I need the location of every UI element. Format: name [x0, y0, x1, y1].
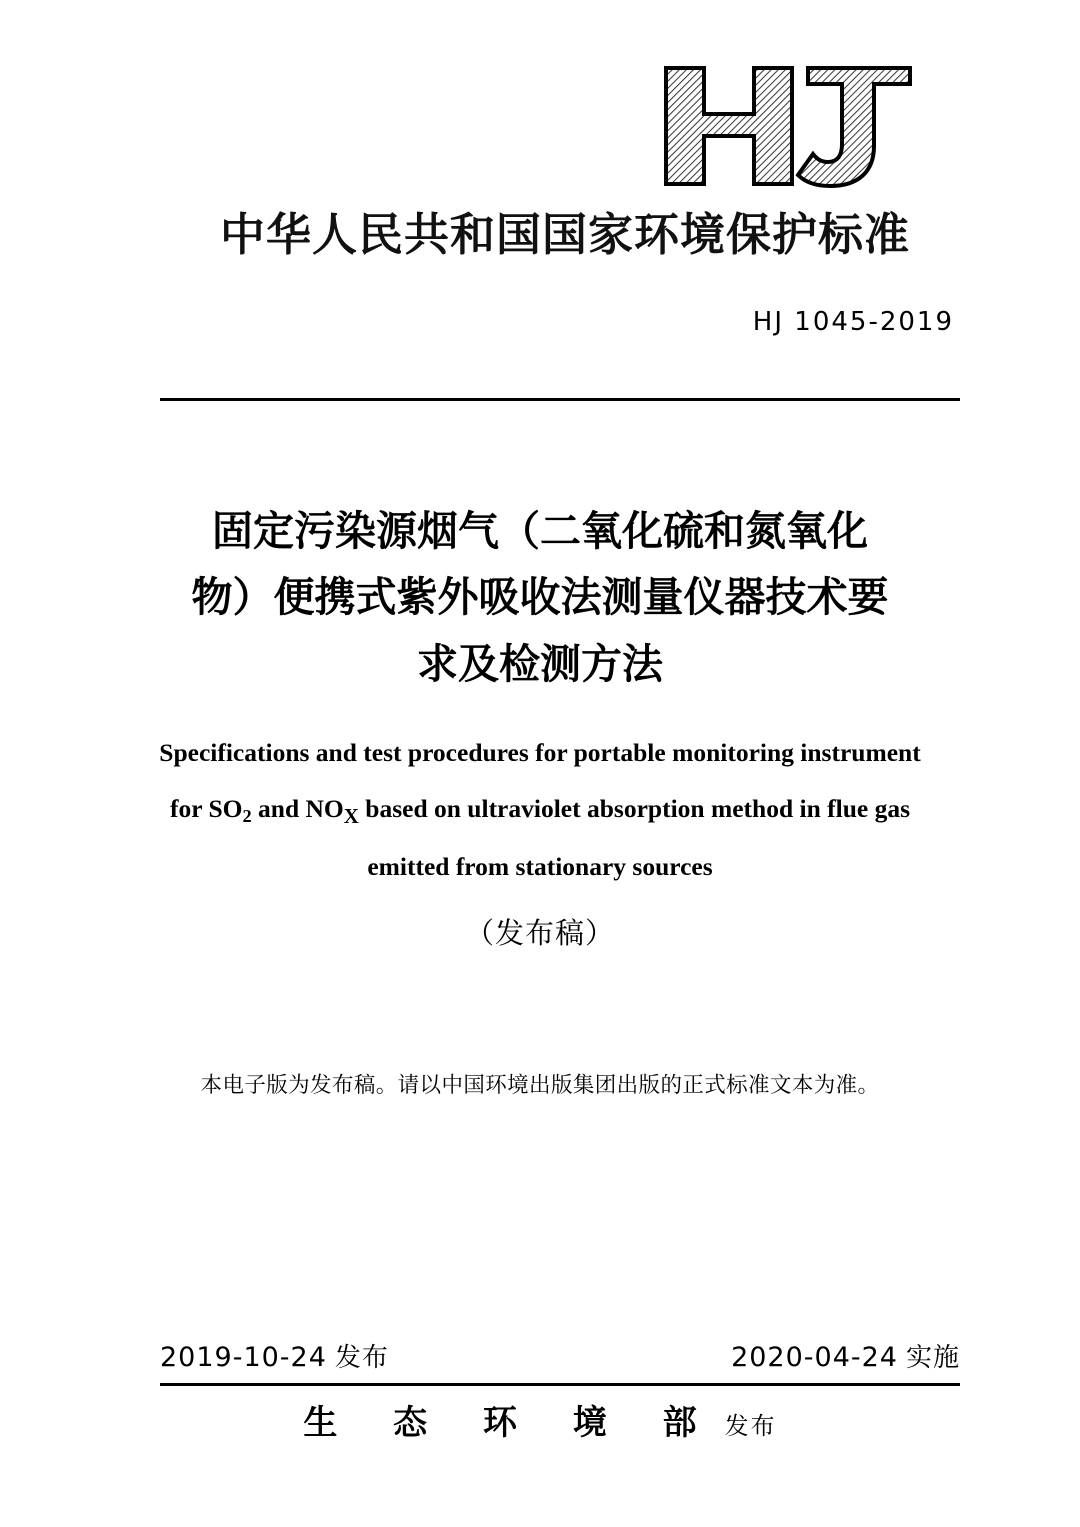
header-divider [160, 398, 960, 401]
title-english-line-2-c: based on ultraviolet absorption method in flue gas [358, 793, 911, 823]
effective-date-group [731, 1337, 960, 1374]
effective-date-label: 实施 [905, 1343, 960, 1373]
title-english-line-2-a: for SO [169, 793, 243, 823]
title-english [130, 725, 950, 895]
issue-date: 2019-10-24 [160, 1342, 327, 1373]
issue-date-group [160, 1337, 389, 1374]
electronic-version-notice: 本电子版为发布稿。请以中国环境出版集团出版的正式标准文本为准。 [200, 1073, 880, 1097]
issue-date-label: 发布 [334, 1343, 389, 1373]
effective-date: 2020-04-24 [731, 1342, 898, 1373]
standard-number: HJ 1045-2019 [752, 307, 954, 337]
nox-subscript: X [343, 803, 359, 828]
issuing-authority-name: 生 态 环 境 部 [303, 1403, 719, 1443]
title-chinese-line-3: 求及检测方法 [417, 639, 663, 688]
title-english-line-2-b: and NO [251, 793, 344, 823]
title-block [130, 498, 950, 952]
so2-subscript: 2 [242, 805, 252, 826]
draft-status-label: （发布稿） [464, 915, 615, 950]
hj-logo [160, 62, 960, 190]
masthead [160, 62, 960, 337]
masthead-title: 中华人民共和国国家环境保护标准 [219, 208, 910, 261]
title-english-line-3: emitted from stationary sources [367, 852, 713, 882]
issuing-authority-verb: 发布 [724, 1412, 777, 1440]
title-chinese [130, 498, 950, 697]
footer-dates [160, 1337, 960, 1374]
issuing-authority [130, 1395, 950, 1444]
title-english-line-1: Specifications and test procedures for portable monitoring instrument [159, 738, 921, 768]
title-english-line-2 [130, 781, 950, 839]
footer-divider [160, 1383, 960, 1386]
title-chinese-line-2: 物）便携式紫外吸收法测量仪器技术要 [191, 573, 889, 622]
title-chinese-line-1: 固定污染源烟气（二氧化硫和氮氧化 [212, 507, 868, 555]
